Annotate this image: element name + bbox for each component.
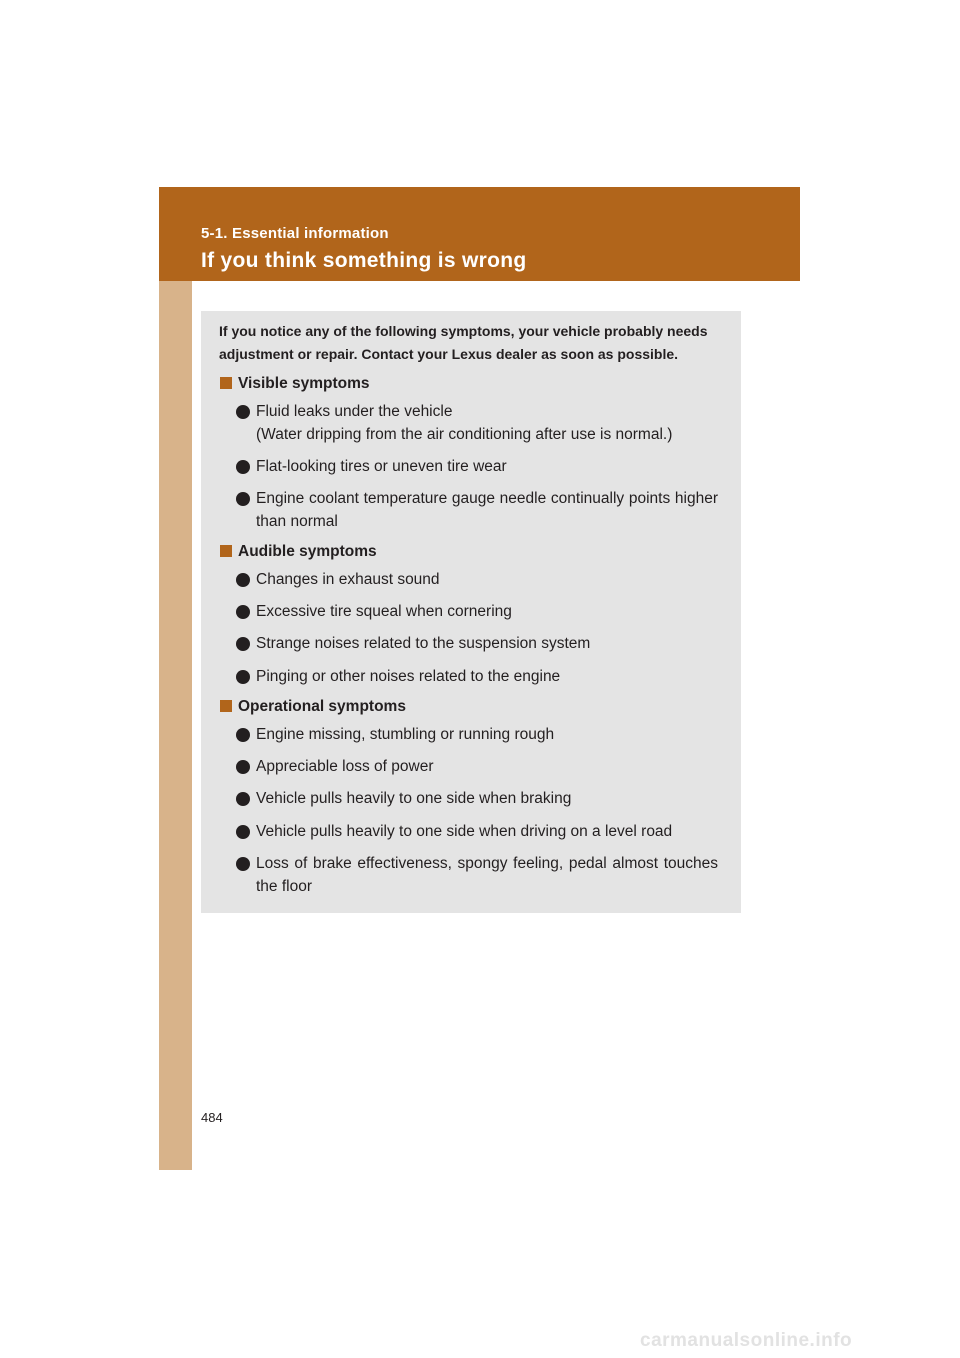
category-title: Visible symptoms — [238, 375, 370, 392]
page-title: If you think something is wrong — [201, 249, 527, 272]
category-operational-symptoms — [220, 698, 406, 716]
side-band — [159, 187, 192, 1170]
watermark: carmanualsonline.info — [640, 1330, 853, 1351]
category-visible-symptoms — [220, 375, 370, 393]
list-item — [236, 487, 718, 533]
bullet-icon — [236, 857, 250, 871]
bullet-icon — [236, 792, 250, 806]
item-text: Appreciable loss of power — [256, 758, 434, 775]
item-text: Strange noises related to the suspension system — [256, 635, 591, 652]
item-text: Engine missing, stumbling or running rough — [256, 726, 555, 743]
item-text: Engine coolant temperature gauge needle continually points higher than normal — [256, 490, 718, 530]
category-audible-symptoms — [220, 543, 377, 561]
item-text: Fluid leaks under the vehicle — [256, 403, 453, 420]
page-number: 484 — [201, 1110, 223, 1125]
list-item — [236, 755, 718, 778]
category-title: Operational symptoms — [238, 698, 406, 715]
square-bullet-icon — [220, 700, 232, 712]
bullet-icon — [236, 492, 250, 506]
list-item — [236, 820, 718, 843]
section-label: 5-1. Essential information — [201, 225, 389, 242]
bullet-icon — [236, 760, 250, 774]
item-text: Loss of brake effectiveness, spongy feeling, pedal almost touches the floor — [256, 855, 718, 895]
square-bullet-icon — [220, 377, 232, 389]
bullet-icon — [236, 670, 250, 684]
bullet-icon — [236, 605, 250, 619]
bullet-icon — [236, 460, 250, 474]
item-text: Changes in exhaust sound — [256, 571, 440, 588]
list-item — [236, 568, 718, 591]
category-title: Audible symptoms — [238, 543, 377, 560]
list-item — [236, 852, 718, 898]
list-item — [236, 600, 718, 623]
list-item — [236, 665, 718, 688]
symptoms-box — [201, 311, 741, 913]
item-text: Flat-looking tires or uneven tire wear — [256, 458, 507, 475]
bullet-icon — [236, 637, 250, 651]
item-text: Vehicle pulls heavily to one side when braking — [256, 790, 572, 807]
list-item — [236, 400, 718, 446]
bullet-icon — [236, 825, 250, 839]
intro-text: If you notice any of the following symptoms, your vehicle probably needs adjustment or repair. Contact your Lexus dealer as soon as possible. — [219, 323, 708, 362]
list-item — [236, 632, 718, 655]
list-item — [236, 787, 718, 810]
list-item — [236, 723, 718, 746]
page-header — [159, 187, 800, 281]
list-item — [236, 455, 718, 478]
square-bullet-icon — [220, 545, 232, 557]
item-text: Excessive tire squeal when cornering — [256, 603, 512, 620]
bullet-icon — [236, 405, 250, 419]
bullet-icon — [236, 573, 250, 587]
item-text: Pinging or other noises related to the engine — [256, 668, 561, 685]
item-text: Vehicle pulls heavily to one side when driving on a level road — [256, 823, 673, 840]
item-note: (Water dripping from the air conditioning after use is normal.) — [256, 426, 673, 443]
bullet-icon — [236, 728, 250, 742]
